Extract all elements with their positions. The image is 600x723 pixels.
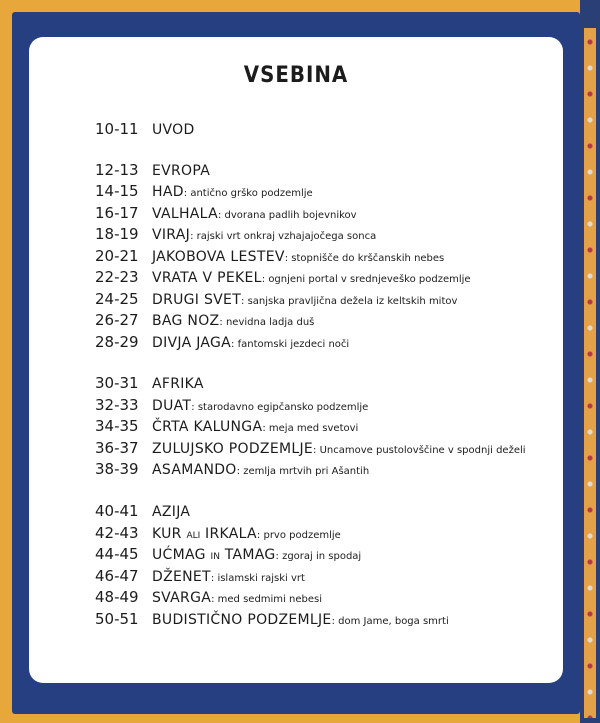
page-range: 40-41: [95, 502, 139, 520]
conjunction: IN: [210, 552, 220, 562]
page-range: 32-33: [95, 396, 139, 414]
page-range: 42-43: [95, 524, 139, 542]
toc-entry: [95, 288, 457, 310]
entry-heading: BUDISTIČNO PODZEMLJE: [152, 612, 332, 628]
toc-entry: [95, 223, 376, 245]
entry-heading: UVOD: [152, 122, 195, 138]
entry-heading: KUR ALI IRKALA: [152, 526, 257, 542]
entry-heading: ASAMANDO: [152, 462, 237, 478]
page-range: 24-25: [95, 290, 139, 308]
entry-heading: JAKOBOVA LESTEV: [152, 249, 285, 265]
entry-description: : stopnišče do krščanskih nebes: [284, 253, 445, 264]
page-range: 38-39: [95, 460, 139, 478]
page-range: 10-11: [95, 120, 139, 138]
toc-entry: [95, 331, 349, 353]
toc-entry: [95, 159, 210, 181]
page-range: 22-23: [95, 268, 139, 286]
contents-page: [29, 37, 563, 683]
toc-entry: [95, 180, 313, 202]
entry-description: : sanjska pravljična dežela iz keltskih mitov: [241, 296, 458, 307]
entry-heading: UĆMAG IN TAMAG: [152, 547, 276, 563]
toc-entry: [95, 458, 369, 480]
toc-entry: [95, 543, 361, 565]
toc-entry: [95, 266, 471, 288]
entry-heading: ZULUJSKO PODZEMLJE: [152, 441, 314, 457]
entry-description: : nevidna ladja duš: [219, 317, 315, 328]
toc-entry: [95, 608, 449, 630]
page-range: 18-19: [95, 225, 139, 243]
entry-heading: VALHALA: [152, 206, 218, 222]
entry-heading: DIVJA JAGA: [152, 335, 232, 351]
entry-heading: SVARGA: [152, 590, 212, 606]
page-range: 44-45: [95, 545, 139, 563]
toc-entry: [95, 565, 305, 587]
entry-description: : dvorana padlih bojevnikov: [217, 210, 357, 221]
entry-description: : prvo podzemlje: [256, 530, 341, 541]
entry-description: : islamski rajski vrt: [210, 573, 305, 584]
entry-heading: AZIJA: [152, 504, 191, 520]
entry-description: : starodavno egipčansko podzemlje: [191, 402, 369, 413]
page-range: 26-27: [95, 311, 139, 329]
page-range: 28-29: [95, 333, 139, 351]
entry-description: : fantomski jezdeci noči: [231, 339, 350, 350]
entry-description: : med sedmimi nebesi: [211, 594, 322, 605]
entry-description: : zgoraj in spodaj: [275, 551, 362, 562]
toc-entry: [95, 309, 314, 331]
next-page-edge: [580, 0, 600, 723]
entry-description: : ognjeni portal v srednjeveško podzemlje: [261, 274, 471, 285]
entry-heading: VRATA V PEKEL: [152, 270, 262, 286]
toc-entry: [95, 245, 444, 267]
page-range: 48-49: [95, 588, 139, 606]
toc-entry: [95, 118, 195, 140]
entry-heading: DRUGI SVET: [152, 292, 242, 308]
page-range: 36-37: [95, 439, 139, 457]
toc-entry: [95, 437, 526, 459]
entry-description: : antično grško podzemlje: [183, 188, 313, 199]
entry-heading: BAG NOZ: [152, 313, 220, 329]
page-range: 34-35: [95, 417, 139, 435]
entry-description: : dom Jame, boga smrti: [331, 616, 449, 627]
entry-heading: DŽENET: [152, 569, 211, 585]
entry-description: : rajski vrt onkraj vzhajajočega sonca: [190, 231, 377, 242]
page-title: VSEBINA: [243, 63, 349, 88]
toc-entry: [95, 372, 204, 394]
entry-heading: DUAT: [152, 398, 192, 414]
page-range: 50-51: [95, 610, 139, 628]
entry-heading: EVROPA: [152, 163, 211, 179]
page-range: 46-47: [95, 567, 139, 585]
page-range: 16-17: [95, 204, 139, 222]
toc-entry: [95, 522, 341, 544]
entry-description: : meja med svetovi: [262, 423, 359, 434]
entry-heading: VIRAJ: [152, 227, 191, 243]
entry-heading: AFRIKA: [152, 376, 204, 392]
conjunction: ALI: [186, 531, 201, 541]
entry-heading: HAD: [152, 184, 184, 200]
entry-heading: ČRTA KALUNGA: [152, 419, 263, 435]
toc-entry: [95, 394, 368, 416]
toc-entry: [95, 415, 358, 437]
toc-entry: [95, 500, 190, 522]
entry-description: : Uncamove pustolovščine v spodnji deželi: [313, 445, 526, 456]
page-range: 30-31: [95, 374, 139, 392]
toc-entry: [95, 202, 357, 224]
toc-entry: [95, 586, 322, 608]
page-range: 20-21: [95, 247, 139, 265]
page-range: 14-15: [95, 182, 139, 200]
page-range: 12-13: [95, 161, 139, 179]
entry-description: : zemlja mrtvih pri Ašantih: [236, 466, 370, 477]
